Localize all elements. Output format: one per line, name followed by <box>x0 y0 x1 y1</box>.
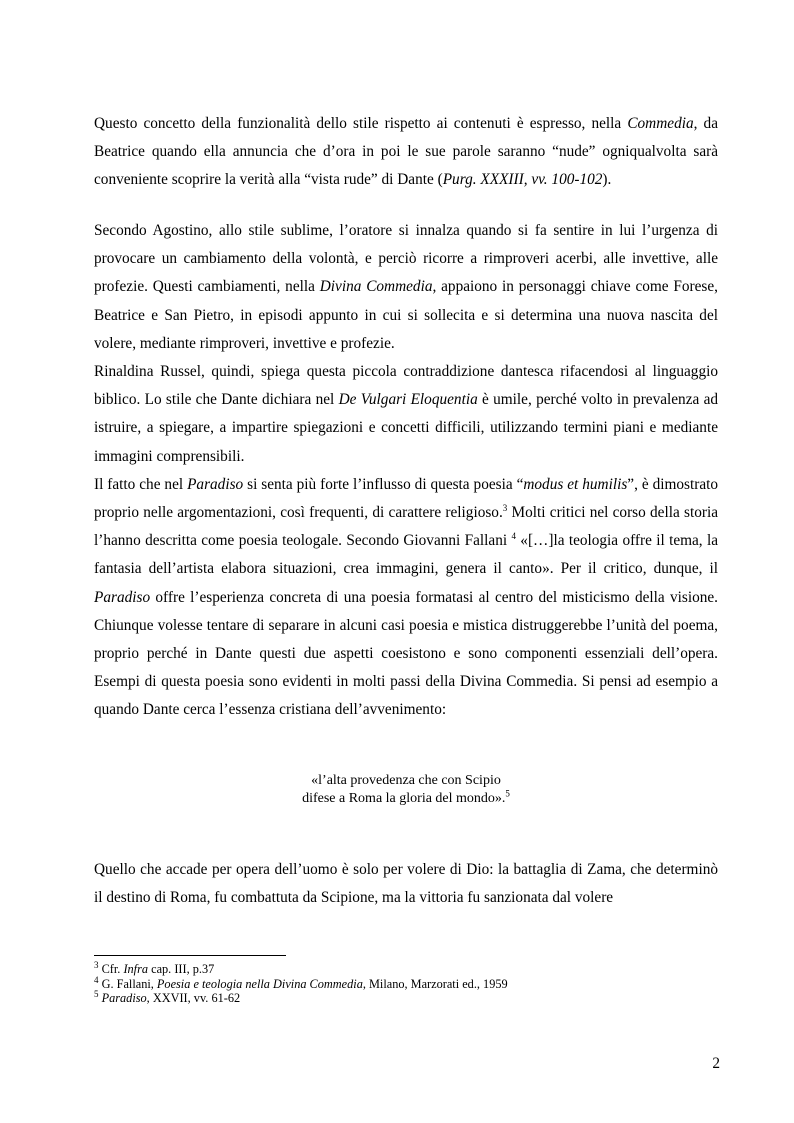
footnote-3 <box>94 959 718 977</box>
text-run: ). <box>602 171 612 189</box>
text-run: appaiono in personaggi chiave come Forese, Beatrice e San Pietro, in episodi appunto in cui si sollecita e si determina una nuova nascita del volere, mediante rimproveri, invettive e profezie. <box>94 278 719 352</box>
footnote-number: 4 <box>94 974 99 985</box>
text-run: è umile, perché volto in prevalenza ad istruire, a spiegare, a impartire spiegazioni e concetti difficili, utilizzando termini piani e mediante immagini comprensibili. <box>94 391 719 465</box>
text-run: Secondo Agostino, allo stile sublime, l’oratore si innalza quando si fa sentire in lui l’urgenza di provocare un cambiamento della volontà, e perciò ricorre a rimproveri acerbi, alle invettive, alle profezie. Questi cambiamenti, nella <box>94 222 718 296</box>
italic-title: Paradiso <box>187 475 244 493</box>
footnotes <box>94 959 718 1006</box>
footnote-number: 5 <box>94 988 99 999</box>
block-quote <box>94 772 718 808</box>
text-run: Rinaldina Russel, quindi, spiega questa piccola contraddizione dantesca rifacendosi al linguaggio biblico. Lo stile che Dante dichiara nel <box>94 363 718 409</box>
quote-line-1: «l’alta provedenza che con Scipio <box>311 773 501 788</box>
text-run: Quello che accade per opera dell’uomo è solo per volere di Dio: la battaglia di Zama, che determinò il destino di Roma, fu combattuta da Scipione, ma la vittoria fu sanzionata dal volere <box>94 861 718 907</box>
paragraph-paradiso <box>94 471 718 725</box>
footnote-ref-4: 4 <box>511 531 516 542</box>
footnote-number: 3 <box>94 959 99 970</box>
text-run: Questo concetto della funzionalità dello stile rispetto ai contenuti è espresso, nella <box>94 115 628 132</box>
footnote-ref-5: 5 <box>505 788 510 799</box>
text-run: , Milano, Marzorati ed., 1959 <box>362 976 508 991</box>
paragraph-text <box>94 856 718 912</box>
text-run: , XXVII, vv. 61-62 <box>146 991 241 1005</box>
italic-title: Commedia <box>627 115 694 132</box>
text-run: cap. III, p.37 <box>148 962 215 976</box>
footnote-separator <box>94 955 286 956</box>
text-run: Molti critici nel corso della storia l’hanno descritta come poesia teologale. Secondo Giovanni Fallani <box>94 504 718 550</box>
footnote-4 <box>94 974 718 992</box>
italic-title: Divina Commedia, <box>319 278 437 296</box>
paragraph-text <box>94 110 718 195</box>
footnote-5 <box>94 988 718 1006</box>
italic-citation: Purg. XXXIII, vv. 100-102 <box>442 171 603 189</box>
paragraph-functionality-style <box>94 110 718 195</box>
text-run: Cfr. <box>98 962 124 976</box>
italic-word: Infra <box>123 962 149 976</box>
paragraph-zama <box>94 856 718 912</box>
text-run: Il fatto che nel <box>94 475 188 493</box>
text-run: si senta più forte l’influsso di questa poesia “ <box>243 475 524 493</box>
text-run: offre l’esperienza concreta di una poesia formatasi al centro del misticismo della visione. Chiunque volesse tentare di separare in alcuni casi poesia e mistica distruggerebbe l’unità del poema, proprio perché in Dante questi due aspetti coesistono e sono componenti essenziali dell’opera. Esempi di questa poesia sono evidenti in molti passi della Divina Commedia. Si pensi ad esempio a quando Dante cerca l’essenza cristiana dell’avvenimento: <box>94 588 718 719</box>
quote-line-2 <box>94 790 718 808</box>
italic-phrase: modus et humilis <box>523 475 628 493</box>
page-number: 2 <box>712 1055 720 1072</box>
text-run: «[…]la teologia offre il tema, la fantasia dell’artista elabora situazioni, crea immagini, genera il canto». Per il critico, dunque, il <box>94 532 718 578</box>
italic-title: Paradiso <box>101 991 147 1005</box>
italic-title: Paradiso <box>94 588 151 606</box>
italic-title: De Vulgari Eloquentia <box>338 391 478 409</box>
text-run: , da Beatrice quando ella annuncia che d’ora in poi le sue parole saranno “nude” ogniqualvolta sarà conveniente scoprire la verità alla “vista rude” di Dante ( <box>94 115 718 189</box>
text-run: ”, è dimostrato proprio nelle argomentazioni, così frequenti, di carattere religioso. <box>94 475 719 522</box>
paragraph-russel <box>94 358 718 471</box>
italic-title: Poesia e teologia nella Divina Commedia <box>156 976 363 991</box>
paragraph-agostino <box>94 217 718 358</box>
quote-text: difese a Roma la gloria del mondo». <box>302 791 506 806</box>
text-run: G. Fallani, <box>98 976 157 991</box>
body-block <box>94 217 718 725</box>
footnote-ref-3: 3 <box>502 502 508 513</box>
